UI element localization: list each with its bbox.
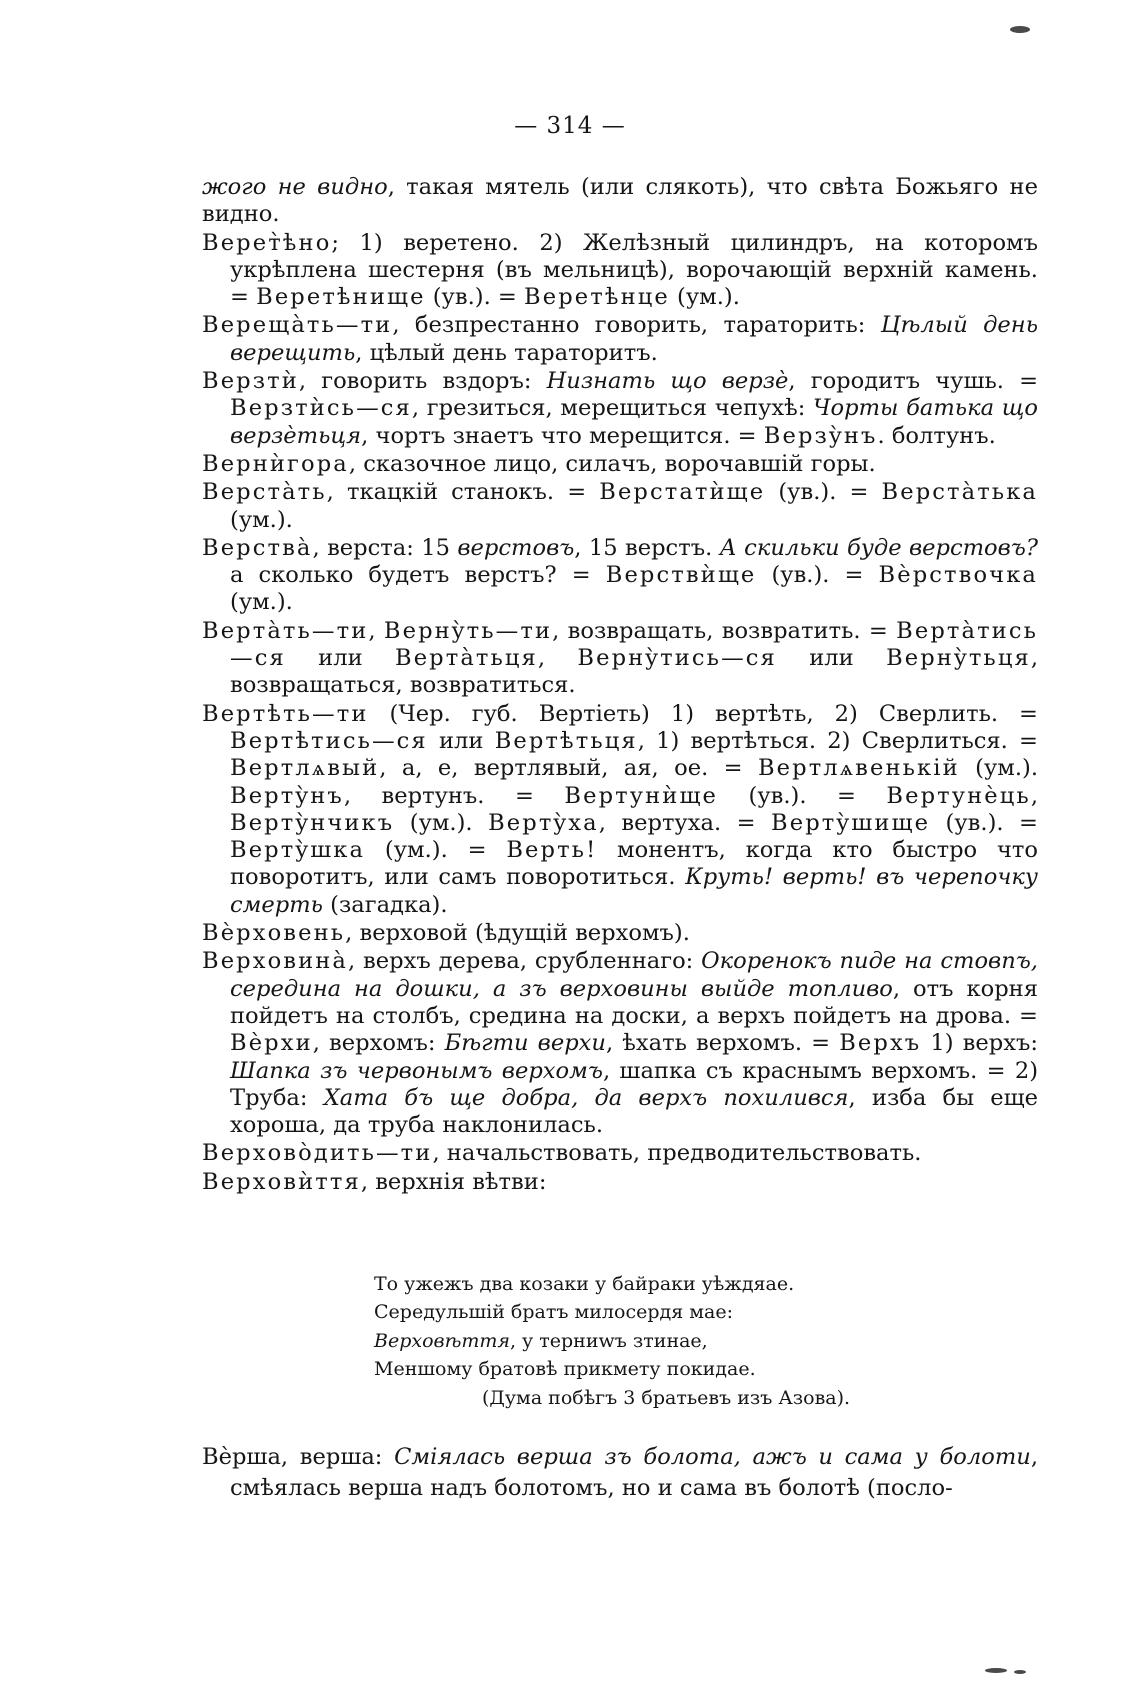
definition-text: , цѣлый день тараторитъ. <box>355 339 658 366</box>
headword: Верстàть <box>202 479 327 506</box>
dictionary-entry <box>202 535 1038 617</box>
page-number: — 314 — <box>514 113 626 139</box>
definition-text: , безпрестанно говорить, тараторить: <box>392 312 881 339</box>
definition-text: (ув.). = <box>756 562 879 589</box>
dictionary-entry <box>202 368 1038 450</box>
definition-text: , верхнія вѣтви: <box>360 1168 547 1195</box>
definition-text: , вертуха. = <box>598 809 772 836</box>
definition-text: монентъ, когда кто быстро что поворотитъ, или самъ поворотиться. <box>230 837 1039 891</box>
headword: Вѐрша <box>202 1444 281 1470</box>
headword: Вертàтись—ся <box>230 617 1038 672</box>
headword: Вертунèць <box>886 782 1031 809</box>
dictionary-entry <box>202 920 1038 947</box>
definition-text: (ув.). = <box>718 782 887 809</box>
scan-speck <box>1010 26 1030 33</box>
entry-continuation <box>202 174 1038 229</box>
scan-speck <box>1014 1670 1026 1674</box>
headword: Верховинà <box>202 948 348 975</box>
headword: Верхъ <box>839 1030 922 1057</box>
verse-quotation <box>374 1270 974 1412</box>
headword: Вертỳнъ <box>230 782 344 809</box>
headword: Вертỳшище <box>771 809 931 836</box>
headword: Вѐрхи <box>230 1030 313 1057</box>
definition-text: , начальствовать, предводительствовать. <box>432 1140 922 1167</box>
headword: Вернỳтись—ся <box>577 645 777 672</box>
headword: Верзтѝсь—ся <box>230 395 412 422</box>
dictionary-entry <box>202 1169 1038 1196</box>
headword: Верзỳнъ <box>763 422 878 449</box>
definition-text: (загадка). <box>322 891 448 918</box>
definition-text: , смѣялась верша надъ болотомъ, но и сама въ болотѣ (посло- <box>230 1444 1038 1501</box>
definition-text: , сказочное лицо, силачъ, ворочавшій горы. <box>348 450 876 477</box>
definition-text: То ужежъ два козаки у байраки уѣждяае. <box>374 1273 795 1295</box>
example-text: Чорты батька що верзèтьця <box>230 395 1038 449</box>
dictionary-entry <box>202 479 1038 534</box>
dictionary-entry <box>202 618 1038 700</box>
example-text: Хата бъ ще добра, да верхъ похилився <box>323 1084 849 1111</box>
definition-text: , верхомъ: <box>312 1030 445 1057</box>
verse-line <box>374 1270 974 1298</box>
headword: Верзтѝ <box>202 368 299 395</box>
definition-text: а сколько будетъ верстъ? = <box>230 562 606 589</box>
dictionary-entry <box>202 451 1038 478</box>
definition-text: (Чер. губ. Вертіеть) 1) вертѣть, 2) Сверлить. = <box>368 700 1038 727</box>
definition-text: , такая мятель (или слякоть), что свѣта Божьяго не видно. <box>202 174 1038 228</box>
verse-line <box>374 1327 974 1355</box>
definition-text: , 1) вертѣться. 2) Сверлиться. = <box>637 727 1038 754</box>
dictionary-entry <box>202 1442 1038 1503</box>
dictionary-entry <box>202 230 1038 312</box>
definition-text: , верховой (ѣдущій верхомъ). <box>345 920 690 947</box>
verse-source: (Дума побѣгъ 3 братьевъ изъ Азова). <box>482 1386 851 1409</box>
example-text: Круть! верть! въ черепочку смерть <box>230 864 1038 918</box>
definition-text: или <box>776 645 887 672</box>
example-text: А скильки буде верстовъ? <box>719 534 1038 561</box>
dictionary-entry <box>202 701 1038 919</box>
headword: Верствѝще <box>605 562 757 589</box>
definition-text: Меншому братовѣ прикмету покидае. <box>374 1358 756 1381</box>
definition-text: (ув.). = <box>425 284 525 311</box>
headword: Вернѝгора <box>202 450 349 477</box>
scan-speck <box>985 1668 1007 1673</box>
headword: Верет̀ѣно <box>202 229 332 256</box>
headword: Вернỳтьця <box>886 645 1031 672</box>
dictionary-entries-continued <box>202 1442 1038 1503</box>
dictionary-entries <box>202 174 1038 1196</box>
example-text: верстовъ <box>457 534 575 561</box>
example-text: Смiялась верша зъ болота, ажъ и сама у болоти <box>394 1444 1031 1470</box>
definition-text: (ум.). <box>959 755 1038 782</box>
headword: Вернỳть—ти <box>383 617 553 644</box>
headword: Вèрховень <box>202 920 346 947</box>
definition-text: , шапка съ краснымъ верхомъ. = 2) Труба: <box>230 1057 1039 1111</box>
headword: Верещàть—ти <box>202 312 393 339</box>
definition-text: (ум.). <box>394 809 489 836</box>
headword: Вертѣтись—ся <box>230 727 428 754</box>
definition-text: , <box>537 645 578 672</box>
headword: Вертàть—ти <box>202 617 369 644</box>
headword: Верховòдить—ти <box>202 1140 433 1167</box>
headword: Вертỳха <box>488 809 599 836</box>
verse-line <box>374 1355 974 1383</box>
dictionary-entry <box>202 1140 1038 1167</box>
definition-text: , ѣхать верхомъ. = <box>605 1030 840 1057</box>
example-text: Верховѣття <box>374 1329 510 1352</box>
definition-text: , возвращать, возвратить. = <box>552 617 897 644</box>
definition-text: , <box>368 617 384 644</box>
definition-text: . болтунъ. <box>877 422 996 449</box>
headword: Вертунѝще <box>564 782 719 809</box>
dictionary-entry <box>202 312 1038 367</box>
example-text: Окоренокъ пиде на стовпъ, середина на дошки, а зъ верховины выйде топливо <box>230 948 1038 1002</box>
definition-text: , городитъ чушь. = <box>788 368 1038 395</box>
headword: Вертѣтьця <box>494 727 638 754</box>
definition-text: , верхъ дерева, срубленнаго: <box>348 948 702 975</box>
definition-text: (ув.). = <box>765 479 882 506</box>
headword: Веретѣнище <box>256 284 426 311</box>
headword: Вертàтьця <box>394 645 538 672</box>
dictionary-entry <box>202 948 1038 1139</box>
definition-text: , верша: <box>280 1444 395 1470</box>
definition-text: , возвращаться, возвратиться. <box>230 645 1038 699</box>
headword: Вертỳнчикъ <box>230 809 395 836</box>
headword: Верствà <box>202 534 313 561</box>
headword: Вертỳшка <box>230 837 366 864</box>
definition-text: , говорить вздоръ: <box>298 368 547 395</box>
headword: Верстàтька <box>881 479 1038 506</box>
definition-text: (ум.). <box>669 284 740 311</box>
definition-text: ; 1) веретено. 2) Желѣзный цилиндръ, на которомъ укрѣплена шестерня (въ мельницѣ), ворочающій верхній камень. = <box>230 229 1038 311</box>
headword: Верховѝття <box>202 1168 361 1195</box>
headword: Вертлѧвенькій <box>757 755 960 782</box>
headword: Вертлѧвый <box>230 755 380 782</box>
verse-line <box>374 1298 974 1326</box>
example-text: Бѣгти верхи <box>444 1030 606 1057</box>
definition-text: , чортъ знаетъ что мерещится. = <box>361 422 764 449</box>
definition-text: (ув.). = <box>930 809 1038 836</box>
definition-text: , отъ корня пойдетъ на столбъ, средина на доски, а верхъ пойдетъ на дрова. = <box>230 975 1038 1029</box>
definition-text: (ум.). <box>230 589 293 616</box>
headword: Верстатѝще <box>599 479 766 506</box>
headword: Вèрствочка <box>878 562 1038 589</box>
example-text: жого не видно <box>202 174 388 200</box>
definition-text: , изба бы еще хороша, да труба наклонилась. <box>230 1084 1038 1139</box>
definition-text: Середульшій братъ милосердя мае: <box>374 1301 733 1324</box>
definition-text: , грезиться, мерещиться чепухѣ: <box>411 395 814 422</box>
definition-text: (ум.). = <box>365 837 507 864</box>
definition-text: или <box>427 727 495 754</box>
definition-text: , вертунъ. = <box>343 782 565 809</box>
definition-text: , верста: 15 <box>312 534 458 561</box>
definition-text: , у терниwъ зтинае, <box>509 1329 708 1352</box>
headword: Верть! <box>506 837 598 864</box>
headword: Вертѣть—ти <box>202 700 369 727</box>
definition-text: (ум.). <box>230 506 293 533</box>
definition-text: 1) верхъ: <box>921 1030 1038 1057</box>
headword: Веретѣнце <box>524 284 670 311</box>
example-text: Низнать що верзè <box>546 368 789 395</box>
example-text: Цѣлый день верещить <box>230 312 1038 366</box>
definition-text: , ткацкій станокъ. = <box>326 479 600 506</box>
definition-text: или <box>285 645 395 672</box>
example-text: Шапка зъ червонымъ верхомъ <box>230 1057 603 1084</box>
definition-text: , <box>1030 782 1038 809</box>
definition-text: , 15 верстъ. <box>574 534 720 561</box>
definition-text: , а, е, вертлявый, ая, ое. = <box>379 755 758 782</box>
